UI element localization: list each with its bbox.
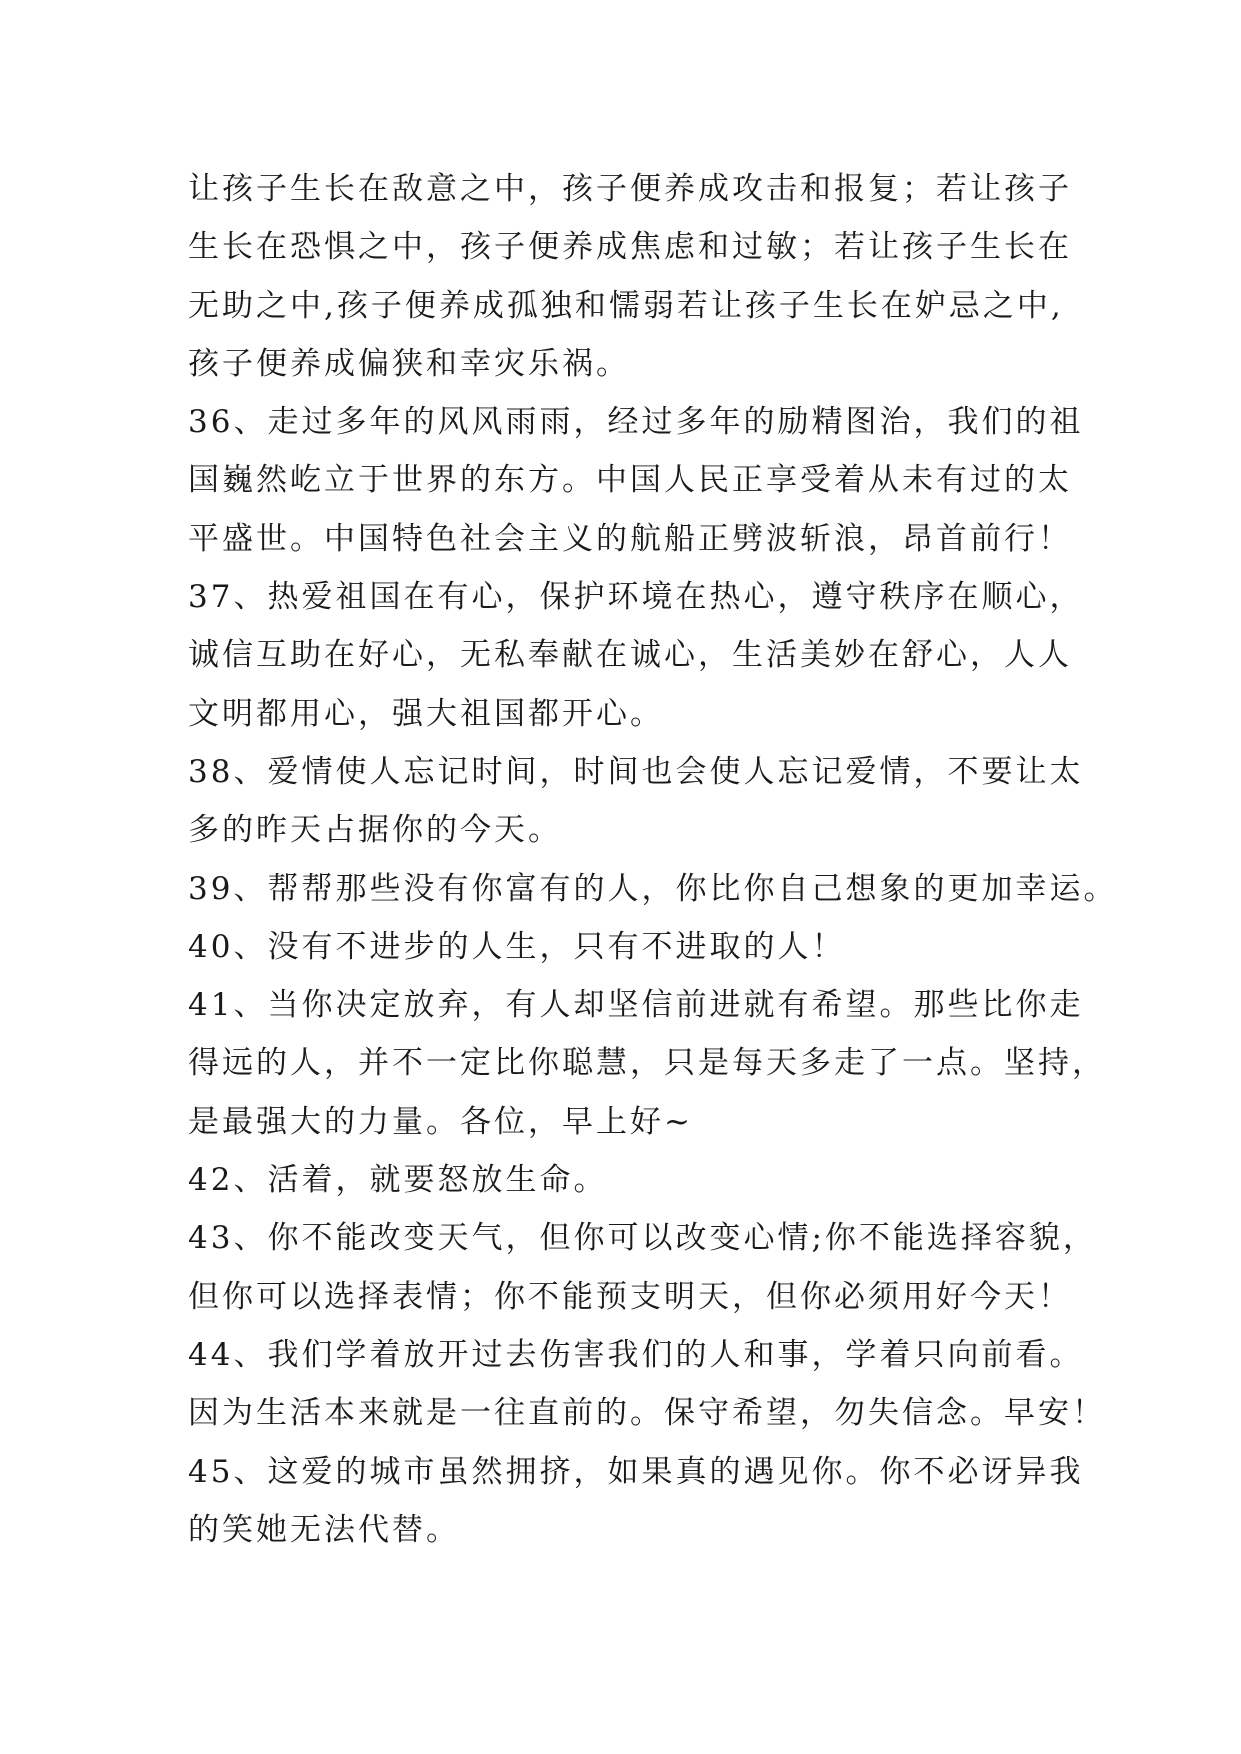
text-line: 国巍然屹立于世界的东方。中国人民正享受着从未有过的太 <box>188 462 1072 499</box>
text-line: 的笑她无法代替。 <box>188 1511 460 1548</box>
text-line: 文明都用心，强大祖国都开心。 <box>188 695 664 732</box>
text-line: 但你可以选择表情；你不能预支明天，但你必须用好今天！ <box>188 1278 1072 1315</box>
text-line: 43、你不能改变天气，但你可以改变心情;你不能选择容貌， <box>188 1220 1097 1257</box>
text-line: 42、活着，就要怒放生命。 <box>188 1162 608 1199</box>
text-line: 生长在恐惧之中，孩子便养成焦虑和过敏；若让孩子生长在 <box>188 229 1072 266</box>
text-line: 平盛世。中国特色社会主义的航船正劈波斩浪，昂首前行！ <box>188 520 1072 557</box>
text-line: 40、没有不进步的人生，只有不进取的人！ <box>188 928 846 965</box>
text-line: 39、帮帮那些没有你富有的人，你比你自己想象的更加幸运。 <box>188 870 1118 907</box>
document-page <box>188 160 1118 1559</box>
text-line: 让孩子生长在敌意之中，孩子便养成攻击和报复；若让孩子 <box>188 171 1072 207</box>
text-line: 得远的人，并不一定比你聪慧，只是每天多走了一点。坚持， <box>188 1045 1106 1082</box>
text-line: 多的昨天占据你的今天。 <box>188 812 562 849</box>
text-line: 37、热爱祖国在有心，保护环境在热心，遵守秩序在顺心， <box>188 579 1084 616</box>
text-line: 45、这爱的城市虽然拥挤，如果真的遇见你。你不必讶异我 <box>188 1453 1084 1490</box>
text-line: 诚信互助在好心，无私奉献在诚心，生活美妙在舒心，人人 <box>188 637 1072 674</box>
text-line: 是最强大的力量。各位，早上好~ <box>188 1103 693 1140</box>
text-line: 41、当你决定放弃，有人却坚信前进就有希望。那些比你走 <box>188 987 1084 1024</box>
text-line: 38、爱情使人忘记时间，时间也会使人忘记爱情，不要让太 <box>188 753 1084 790</box>
text-line: 孩子便养成偏狭和幸灾乐祸。 <box>188 345 630 382</box>
text-line: 无助之中,孩子便养成孤独和懦弱若让孩子生长在妒忌之中, <box>188 287 1064 324</box>
text-line: 44、我们学着放开过去伤害我们的人和事，学着只向前看。 <box>188 1336 1084 1373</box>
text-line: 36、走过多年的风风雨雨，经过多年的励精图治，我们的祖 <box>188 404 1084 441</box>
text-line: 因为生活本来就是一往直前的。保守希望，勿失信念。早安！ <box>188 1395 1106 1432</box>
